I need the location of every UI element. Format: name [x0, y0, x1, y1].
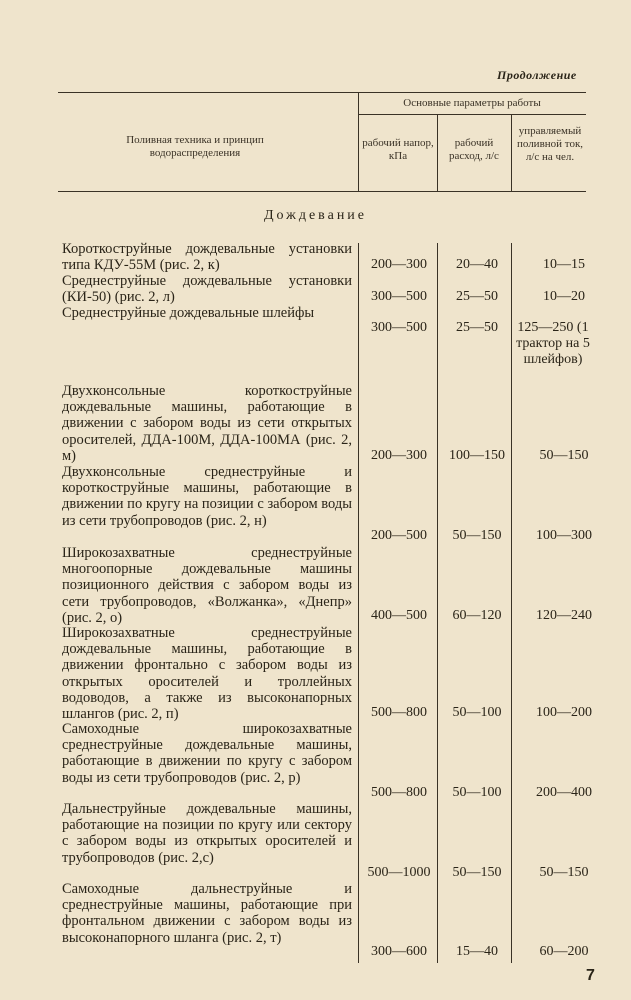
row-description: Короткоструйные дождевальные установки типа КДУ-55М (рис. 2, к)	[62, 241, 352, 274]
row-flow: 15—40	[456, 944, 498, 959]
row-description: Самоходные широкозахватные среднеструйные дождевальные машины, работающие в движении по кругу с забором воды из сети трубопроводов (рис. 2, р)	[62, 721, 352, 786]
row-flow: 50—100	[452, 785, 502, 800]
row-description: Среднеструйные дождевальные установки (КИ-50) (рис. 2, л)	[62, 273, 352, 306]
header-divider-3	[511, 114, 512, 191]
row-pressure: 500—800	[371, 785, 427, 800]
row-pressure: 300—500	[371, 289, 427, 304]
row-flow: 50—150	[452, 528, 502, 543]
row-flow: 20—40	[456, 257, 498, 272]
header-col-control: управляемый поливной ток, л/с на чел.	[516, 125, 584, 163]
row-control: 100—200	[536, 705, 592, 720]
header-top-rule	[58, 92, 586, 93]
row-description: Широкозахватные среднеструйные дождевальные машины, работающие в движении фронтально с забором воды из открытых оросителей и троллейных водоводов, а также из высоконапорных шлангов (рис. 2, п)	[62, 625, 352, 723]
row-pressure: 200—300	[371, 257, 427, 272]
row-flow: 50—100	[452, 705, 502, 720]
row-flow: 100—150	[449, 448, 505, 463]
row-control: 200—400	[536, 785, 592, 800]
row-control: 10—20	[543, 289, 585, 304]
header-col-pressure: рабочий напор, кПа	[362, 137, 434, 162]
header-divider-1	[358, 92, 359, 191]
row-pressure: 300—600	[371, 944, 427, 959]
header-divider-2	[437, 114, 438, 191]
body-divider-2	[437, 243, 438, 963]
row-control: 100—300	[536, 528, 592, 543]
row-flow: 50—150	[452, 865, 502, 880]
body-divider-3	[511, 243, 512, 963]
header-col-main: Поливная техника и принцип водораспределения	[126, 134, 264, 159]
row-description: Двухконсольные короткоструйные дождевальные машины, работающие в движении с забором воды из сети открытых оросителей, ДДА-100М, ДДА-100МА (рис. 2, м)	[62, 383, 352, 464]
page-number: 7	[586, 967, 595, 984]
header-group-rule	[358, 114, 586, 115]
row-control: 50—150	[539, 448, 589, 463]
row-pressure: 500—1000	[367, 865, 431, 880]
row-control: 120—240	[536, 608, 592, 623]
row-pressure: 500—800	[371, 705, 427, 720]
row-control: 50—150	[539, 865, 589, 880]
row-control: 10—15	[543, 257, 585, 272]
row-flow: 25—50	[456, 289, 498, 304]
section-title: Дождевание	[263, 208, 368, 223]
body-divider-1	[358, 243, 359, 963]
row-description: Среднеструйные дождевальные шлейфы	[62, 305, 315, 321]
row-control: 125—250 (1 трактор на 5 шлейфов)	[516, 320, 590, 367]
row-pressure: 400—500	[371, 608, 427, 623]
header-group: Основные параметры работы	[403, 97, 541, 109]
row-pressure: 200—300	[371, 448, 427, 463]
row-description: Дальнеструйные дождевальные машины, работающие на позиции по кругу или сектору с забором воды из открытых оросителей и трубопроводов (рис. 2,с)	[62, 801, 352, 866]
continued-label: Продолжение	[497, 68, 577, 82]
row-description: Широкозахватные среднеструйные многоопорные дождевальные машины позиционного действия с забором воды из сети трубопроводов, «Волжанка», «Днепр» (рис. 2, о)	[62, 545, 352, 626]
row-flow: 60—120	[452, 608, 502, 623]
row-control: 60—200	[539, 944, 589, 959]
row-pressure: 200—500	[371, 528, 427, 543]
row-description: Двухконсольные среднеструйные и короткоструйные машины, работающие в движении по кругу на позиции с забором воды из сети трубопроводов (рис. 2, н)	[62, 464, 352, 529]
header-col-flow: рабочий расход, л/с	[449, 137, 499, 162]
row-pressure: 300—500	[371, 320, 427, 335]
row-description: Самоходные дальнеструйные и среднеструйные машины, работающие при фронтальном движении с забором воды из высоконапорного шланга (рис. 2, т)	[62, 881, 352, 946]
header-bottom-rule	[58, 191, 586, 192]
row-flow: 25—50	[456, 320, 498, 335]
